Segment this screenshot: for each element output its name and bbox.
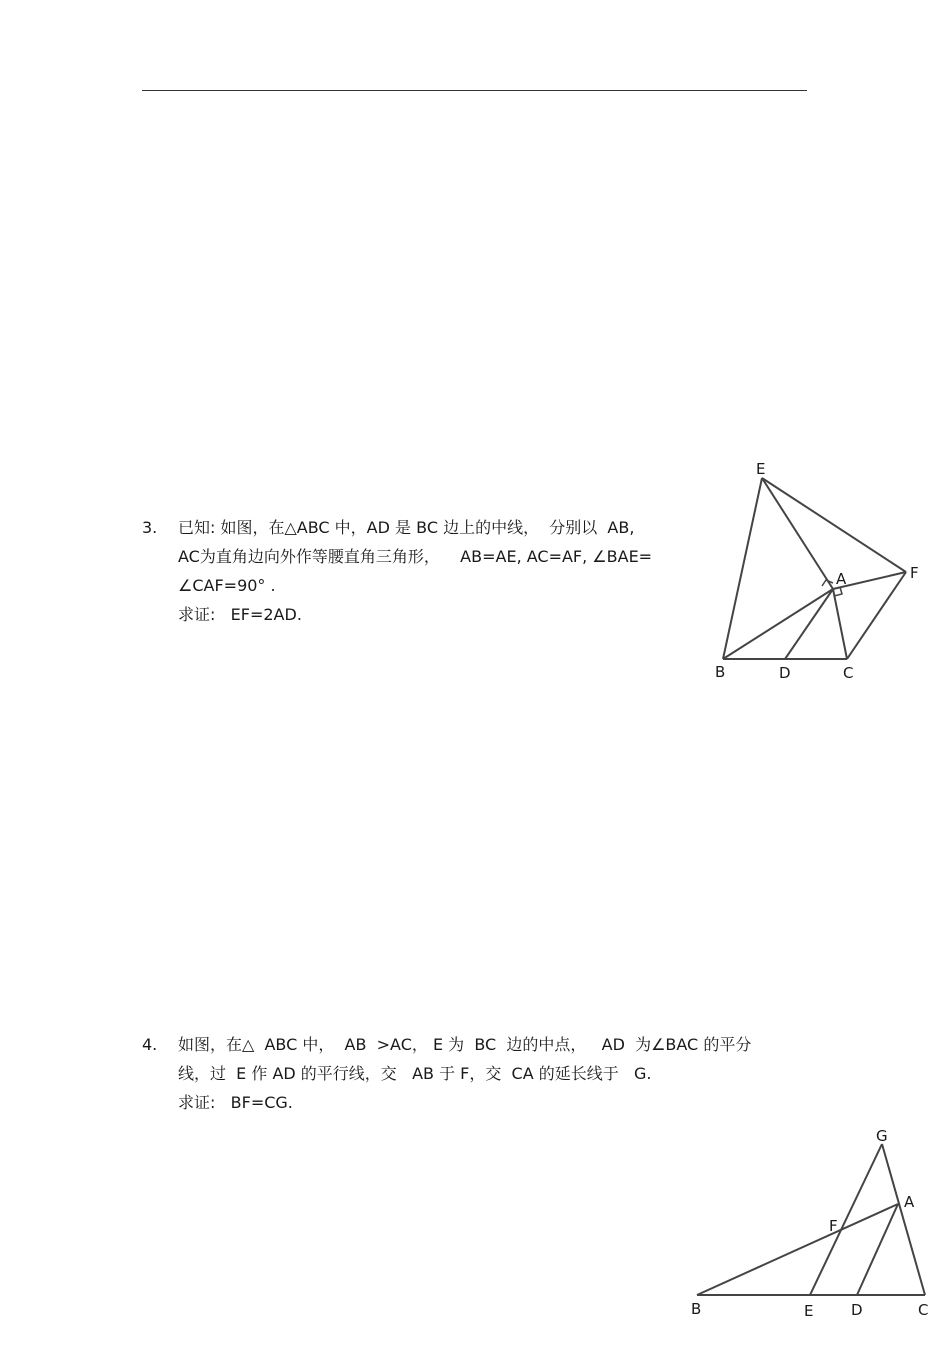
label-F: F	[910, 564, 919, 582]
problem-3-line-1: 已知: 如图，在△ABC 中，AD 是 BC 边上的中线， 分别以 AB,	[178, 518, 635, 537]
label-F: F	[829, 1217, 838, 1235]
problem-4-line-3: 求证: BF=CG.	[178, 1093, 293, 1112]
label-B: B	[715, 663, 726, 681]
problem-4-line-1: 如图，在△ ABC 中， AB >AC， E 为 BC 边的中点， AD 为∠BAC 的平分	[178, 1035, 752, 1054]
segment-BA	[697, 1204, 898, 1295]
label-E: E	[804, 1302, 814, 1320]
segment-GC	[882, 1144, 925, 1295]
problem-3-number: 3.	[142, 518, 158, 537]
problem-4-line-2: 线，过 E 作 AD 的平行线，交 AB 于 F，交 CA 的延长线于 G.	[178, 1064, 652, 1083]
label-D: D	[779, 664, 791, 682]
segment-GE	[810, 1144, 882, 1295]
problem-3-line-2: AC为直角边向外作等腰直角三角形， AB=AE, AC=AF, ∠BAE=	[178, 547, 653, 566]
problem-4-number: 4.	[142, 1035, 158, 1054]
segment-AD	[857, 1204, 898, 1295]
label-B: B	[691, 1300, 702, 1318]
label-D: D	[851, 1301, 863, 1319]
label-E: E	[756, 460, 766, 478]
label-G: G	[876, 1127, 888, 1145]
label-C: C	[918, 1301, 929, 1319]
label-A: A	[904, 1193, 915, 1211]
problem-3-line-3: ∠CAF=90° .	[178, 576, 276, 595]
label-C: C	[843, 664, 854, 682]
label-A: A	[836, 570, 847, 588]
problem-3-line-4: 求证: EF=2AD.	[178, 605, 302, 624]
